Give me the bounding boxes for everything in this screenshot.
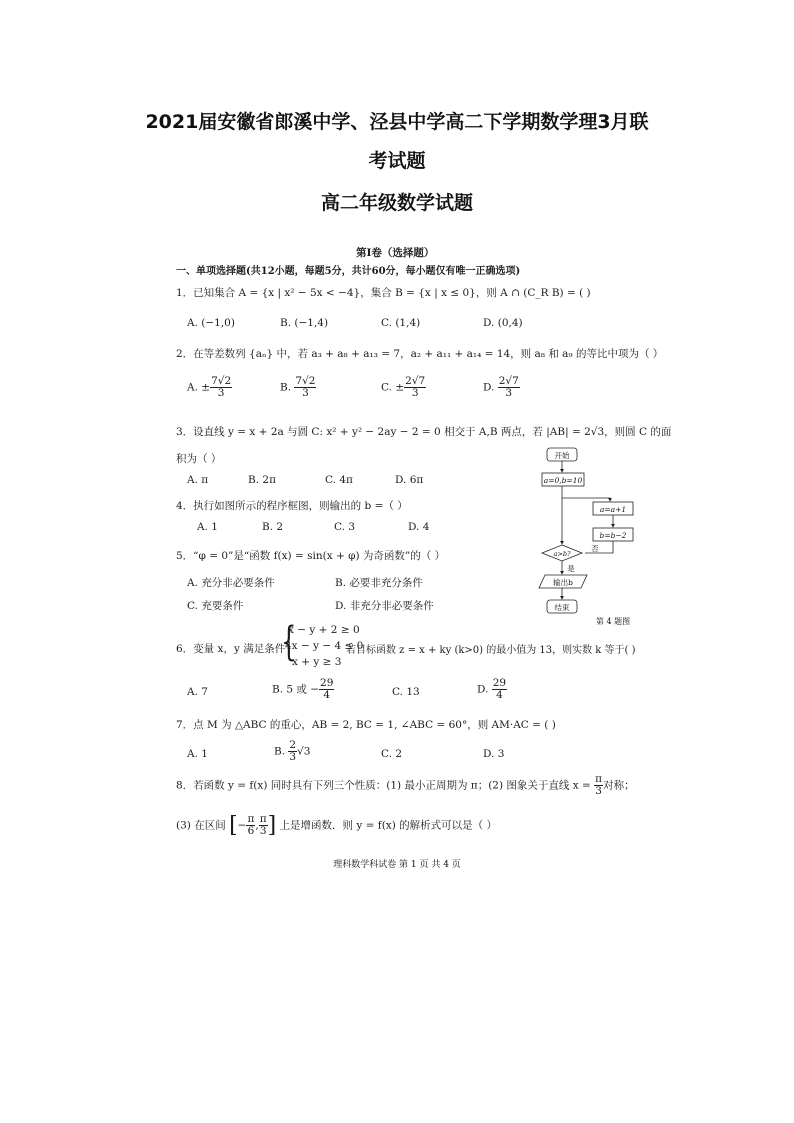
q8-stem-a: 8．若函数 y = f(x) 同时具有下列三个性质：(1) 最小正周期为 π；(2) 图象关于直线 x =: [176, 779, 591, 792]
q6-d-num: 29: [492, 677, 507, 689]
q7-b-frac: [288, 740, 297, 763]
q8-int-b-num: π: [259, 812, 267, 825]
q2-c-frac: [404, 376, 426, 399]
q8-x-den: 3: [595, 785, 602, 798]
q2-d-den: 3: [505, 387, 513, 400]
q7-option-a: A. 1: [187, 748, 208, 760]
flow-step2-text: b=b−2: [599, 531, 627, 540]
q6-option-b: [272, 678, 334, 701]
q4-stem: 4．执行如图所示的程序框图，则输出的 b =（ ）: [176, 500, 408, 512]
flow-end-text: 结束: [554, 603, 570, 612]
q6-d-frac: [492, 678, 507, 701]
q1-option-d: D. (0,4): [483, 317, 523, 329]
q3-stem2: 积为（ ）: [176, 453, 222, 465]
q3-option-d: D. 6π: [395, 474, 424, 486]
q3-option-b: B. 2π: [248, 474, 276, 486]
q6-cond-1: x − y + 2 ≥ 0: [288, 624, 360, 636]
doc-title-line2: 考试题: [368, 150, 426, 172]
q2-c-num: 2√7: [405, 375, 426, 387]
q2-b-num: 7√2: [295, 375, 316, 387]
q6-suffix: 若目标函数 z = x + ky (k>0) 的最小值为 13，则实数 k 等于( ): [346, 645, 636, 656]
q2-a-sign: ±: [201, 381, 211, 394]
q5-option-b: B. 必要非充分条件: [335, 577, 423, 589]
flow-output-text: 输出b: [553, 578, 573, 587]
q7-option-c: C. 2: [381, 748, 403, 760]
flow-yes-label: 是: [567, 564, 575, 573]
q7-stem: 7．点 M 为 △ABC 的重心，AB = 2, BC = 1, ∠ABC = 60°，则 AM·AC = ( ): [176, 719, 556, 731]
flow-cond-text: a>b?: [553, 550, 571, 558]
q8-minus: −: [237, 819, 247, 832]
flow-step1-text: a=a+1: [599, 505, 627, 514]
q5-option-d: D. 非充分非必要条件: [335, 600, 434, 612]
q7-b-label: B.: [274, 745, 286, 758]
q7-option-d: D. 3: [483, 748, 505, 760]
q8-x-frac: [594, 774, 603, 797]
q8-comma: ,: [255, 819, 259, 832]
q5-option-c: C. 充要条件: [187, 600, 244, 612]
flow-caption: 第 4 题图: [595, 617, 631, 626]
q2-b-den: 3: [302, 387, 309, 400]
flowchart: [535, 446, 635, 626]
q6-option-a: A. 7: [187, 686, 208, 698]
q2-a-label: A.: [187, 381, 198, 394]
section-title: 第Ⅰ卷（选择题）: [356, 247, 435, 259]
q2-a-frac: [210, 376, 232, 399]
q2-a-num: 7√2: [211, 375, 232, 387]
q6-b-label: B. 5 或 −: [272, 683, 320, 696]
q7-b-tail: √3: [297, 745, 311, 758]
q2-d-label: D.: [483, 381, 495, 394]
q2-a-den: 3: [217, 387, 225, 400]
q6-cond-3: x + y ≥ 3: [292, 656, 342, 668]
q5-option-a: A. 充分非必要条件: [187, 577, 275, 589]
q8-int-a-num: π: [247, 812, 255, 825]
q2-option-c: [381, 376, 426, 399]
section-instructions: 一、单项选择题(共12小题，每题5分，共计60分，每小题仅有唯一正确选项): [176, 266, 521, 277]
q2-option-d: [483, 376, 520, 399]
q5-stem: 5．“φ = 0”是“函数 f(x) = sin(x + φ) 为奇函数”的（ ）: [176, 550, 446, 562]
q8-stem-b: 对称；: [603, 779, 635, 792]
q8-stem: [176, 774, 635, 797]
flow-init-text: a=0,b=10: [543, 476, 583, 485]
q6-b-frac: [319, 678, 334, 701]
q4-option-d: D. 4: [408, 521, 430, 533]
q6-brace: {: [281, 619, 297, 665]
q2-b-label: B.: [280, 381, 292, 394]
q2-d-frac: [498, 376, 520, 399]
q2-stem: 2．在等差数列 {aₙ} 中，若 a₃ + a₈ + a₁₃ = 7，a₂ + a₁₁ + a₁₄ = 14，则 a₈ 和 a₉ 的等比中项为（ ）: [176, 348, 664, 360]
q3-stem: 3．设直线 y = x + 2a 与圆 C: x² + y² − 2ay − 2 = 0 相交于 A,B 两点，若 |AB| = 2√3，则圆 C 的面: [176, 426, 672, 438]
q6-d-label: D.: [477, 683, 489, 696]
q8-int-b: [259, 814, 268, 837]
doc-subtitle: 高二年级数学试题: [320, 192, 473, 214]
q8-int-a-den: 6: [247, 825, 255, 837]
q6-b-den: 4: [323, 689, 331, 702]
flow-start-text: 开始: [554, 451, 570, 460]
q4-option-a: A. 1: [197, 521, 218, 533]
q2-b-frac: [294, 376, 316, 399]
q6-d-den: 4: [496, 689, 503, 702]
q1-option-c: C. (1,4): [381, 317, 421, 329]
q8-stem2: [176, 813, 497, 838]
q7-b-num: 2: [289, 739, 297, 751]
q2-c-label: C.: [381, 381, 392, 394]
q2-option-b: [280, 376, 316, 399]
flow-no-label: 否: [591, 544, 599, 553]
page-footer: 理科数学科试卷 第 1 页 共 4 页: [333, 860, 461, 870]
q8-bracket-open: [: [229, 813, 238, 838]
q1-option-b: B. (−1,4): [280, 317, 329, 329]
doc-title-line1: 2021届安徽省郎溪中学、泾县中学高二下学期数学理3月联: [145, 111, 649, 133]
q3-option-c: C. 4π: [325, 474, 353, 486]
q2-c-den: 3: [411, 387, 419, 400]
q1-option-a: A. (−1,0): [187, 317, 235, 329]
q3-option-a: A. π: [187, 474, 209, 486]
q1-stem: 1．已知集合 A = {x | x² − 5x < −4}，集合 B = {x | x ≤ 0}，则 A ∩ (C_R B) = ( ): [176, 287, 591, 299]
q8-x-num: π: [595, 773, 603, 785]
q6-cond-2: 4x − y − 4 ≤ 0: [285, 640, 364, 652]
q8-stem2-a: (3) 在区间: [176, 819, 226, 832]
q8-int-b-den: 3: [259, 825, 267, 837]
q6-prefix: 6．变量 x，y 满足条件: [176, 643, 286, 655]
q4-option-b: B. 2: [262, 521, 284, 533]
q2-c-sign: ±: [395, 381, 405, 394]
q8-stem2-b: 上是增函数．则 y = f(x) 的解析式可以是（ ）: [279, 819, 497, 832]
q4-option-c: C. 3: [334, 521, 356, 533]
q7-b-den: 3: [289, 751, 297, 764]
q2-option-a: [187, 376, 232, 399]
q6-option-d: [477, 678, 507, 701]
q2-d-num: 2√7: [498, 375, 519, 387]
q6-option-c: C. 13: [392, 686, 420, 698]
q6-b-num: 29: [320, 677, 334, 689]
q7-option-b: [274, 740, 310, 763]
q8-bracket-close: ]: [267, 813, 277, 838]
